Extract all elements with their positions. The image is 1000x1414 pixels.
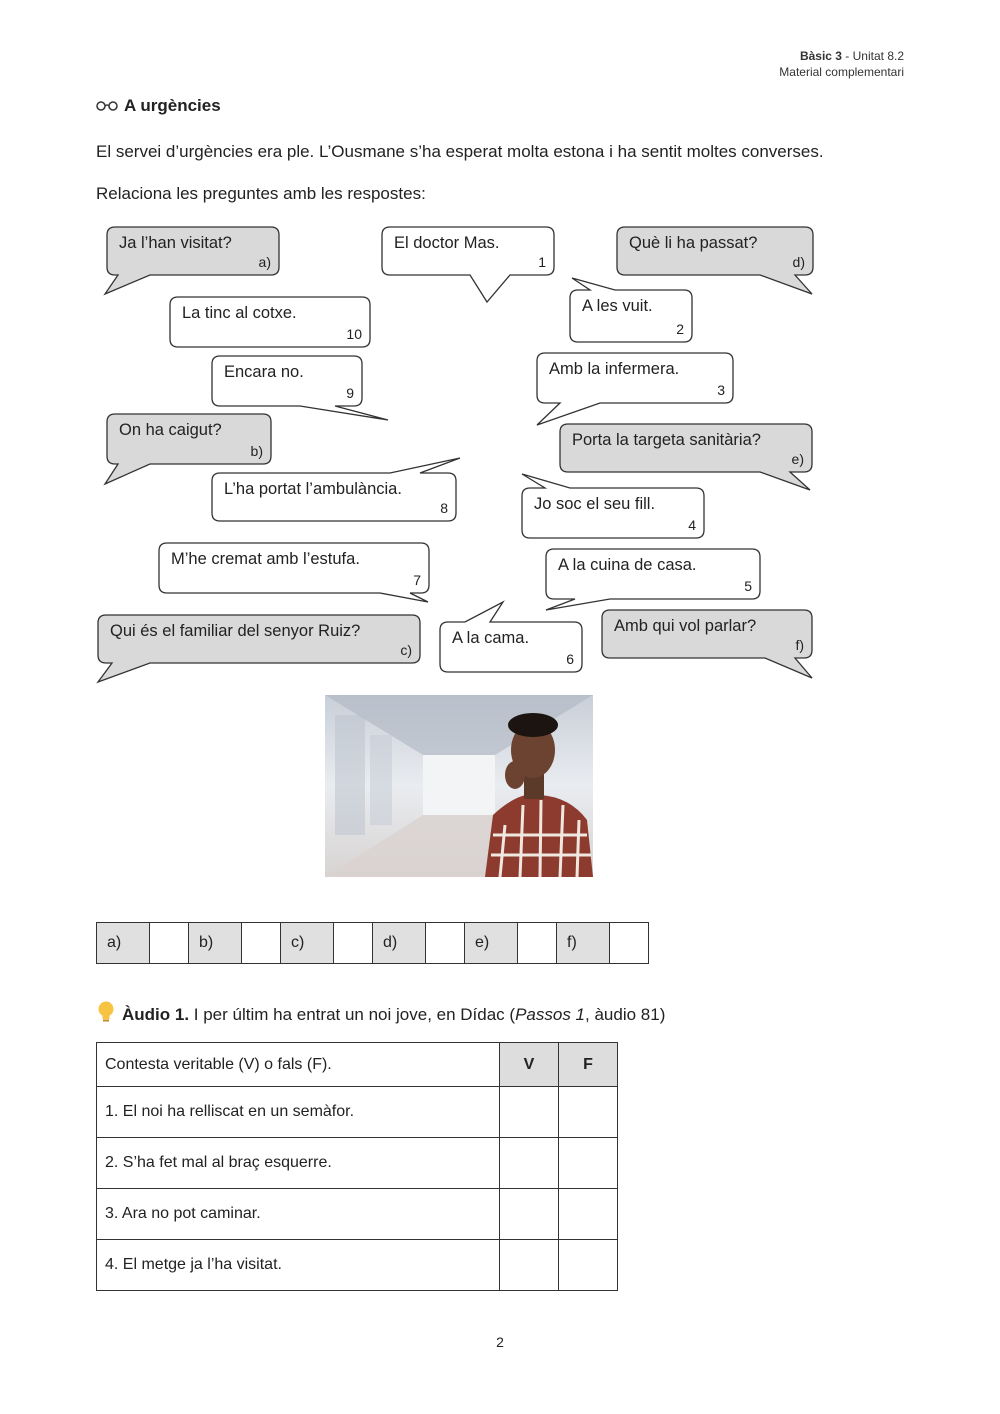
page-number: 2 — [496, 1334, 504, 1350]
vf-cell-f-3[interactable] — [559, 1189, 618, 1240]
bubble-text: Amb qui vol parlar? — [614, 617, 757, 635]
vf-statement-1: 1. El noi ha relliscat en un semàfor. — [97, 1087, 500, 1138]
answer-label-b: b) — [189, 923, 242, 964]
bubble-text: Amb la infermera. — [549, 360, 680, 378]
bubble-text: Encara no. — [224, 363, 304, 381]
answer-bubble — [382, 227, 554, 302]
answer-grid — [96, 922, 649, 964]
bubble-mark: 1 — [538, 254, 546, 270]
table-row — [97, 1087, 618, 1138]
audio-text-before: I per últim ha entrat un noi jove, en Dídac ( — [189, 1004, 516, 1024]
vf-cell-v-3[interactable] — [500, 1189, 559, 1240]
bubble-text: Porta la targeta sanitària? — [572, 431, 761, 449]
answer-label-a: a) — [97, 923, 150, 964]
lightbulb-icon — [96, 1000, 116, 1029]
question-bubble — [560, 424, 812, 490]
question-bubble — [105, 227, 279, 294]
vf-prompt: Contesta veritable (V) o fals (F). — [97, 1043, 500, 1087]
answer-bubble — [537, 353, 733, 425]
vf-cell-v-1[interactable] — [500, 1087, 559, 1138]
true-false-table — [96, 1042, 618, 1291]
speech-bubbles — [0, 0, 1000, 700]
answer-bubble — [546, 549, 760, 610]
bubble-mark: 7 — [413, 572, 421, 588]
audio-text-after: , àudio 81) — [585, 1004, 666, 1024]
answer-label-e: e) — [465, 923, 518, 964]
bubble-text: On ha caigut? — [119, 421, 222, 439]
answer-slot-c[interactable] — [334, 923, 373, 964]
bubble-mark: c) — [400, 642, 412, 658]
bubble-text: A les vuit. — [582, 297, 653, 315]
bubble-mark: 3 — [717, 382, 725, 398]
audio-title: Àudio 1. — [122, 1004, 190, 1024]
answer-slot-a[interactable] — [150, 923, 189, 964]
photo-young-man-hospital — [325, 695, 593, 877]
question-bubble — [602, 610, 812, 678]
bubble-mark: 6 — [566, 651, 574, 667]
bubble-mark: 2 — [676, 321, 684, 337]
bubble-text: A la cama. — [452, 629, 530, 647]
answer-slot-f[interactable] — [610, 923, 649, 964]
answer-slot-e[interactable] — [518, 923, 557, 964]
answer-slot-d[interactable] — [426, 923, 465, 964]
bubble-mark: 10 — [346, 326, 362, 342]
bubble-text: La tinc al cotxe. — [182, 304, 297, 322]
intro-text: El servei d’urgències era ple. L’Ousmane s’ha esperat molta estona i ha sentit moltes converses. — [96, 142, 824, 161]
bubble-mark: f) — [795, 637, 804, 653]
bubble-mark: b) — [250, 443, 263, 459]
question-bubble — [98, 615, 420, 682]
bubble-text: Què li ha passat? — [629, 234, 758, 252]
bubble-text: L’ha portat l’ambulància. — [224, 480, 402, 498]
instruction-text: Relaciona les preguntes amb les respostes: — [96, 184, 426, 203]
bubble-text: Ja l’han visitat? — [119, 234, 232, 252]
answer-slot-b[interactable] — [242, 923, 281, 964]
vf-cell-v-4[interactable] — [500, 1240, 559, 1291]
table-row — [97, 1240, 618, 1291]
answer-bubble — [212, 458, 460, 521]
vf-col-f: F — [559, 1043, 618, 1087]
answer-bubble — [170, 297, 370, 347]
bubble-mark: 9 — [346, 385, 354, 401]
answer-bubble — [522, 474, 704, 538]
bubble-mark: 4 — [688, 517, 696, 533]
vf-cell-f-2[interactable] — [559, 1138, 618, 1189]
bubble-mark: d) — [792, 254, 805, 270]
section-title-text: A urgències — [124, 96, 221, 115]
answer-bubble — [159, 543, 429, 602]
vf-statement-3: 3. Ara no pot caminar. — [97, 1189, 500, 1240]
unit-name: - Unitat 8.2 — [841, 49, 904, 63]
answer-bubble — [440, 602, 582, 672]
answer-bubble — [212, 356, 388, 420]
bubble-text: Qui és el familiar del senyor Ruiz? — [110, 622, 361, 640]
vf-cell-f-1[interactable] — [559, 1087, 618, 1138]
bubble-mark: e) — [791, 451, 804, 467]
vf-cell-f-4[interactable] — [559, 1240, 618, 1291]
material-label: Material complementari — [779, 65, 904, 79]
vf-statement-4: 4. El metge ja l’ha visitat. — [97, 1240, 500, 1291]
audio-book-title: Passos 1 — [515, 1004, 586, 1024]
answer-bubble — [570, 278, 692, 342]
vf-statement-2: 2. S’ha fet mal al braç esquerre. — [97, 1138, 500, 1189]
vf-cell-v-2[interactable] — [500, 1138, 559, 1189]
bubble-text: El doctor Mas. — [394, 234, 500, 252]
bubble-mark: 8 — [440, 500, 448, 516]
bubble-mark: 5 — [744, 578, 752, 594]
table-row — [97, 1189, 618, 1240]
bubble-mark: a) — [258, 254, 271, 270]
table-row — [97, 1138, 618, 1189]
bubble-text: M’he cremat amb l’estufa. — [171, 550, 360, 568]
audio-heading — [96, 1000, 665, 1029]
answer-label-c: c) — [281, 923, 334, 964]
bubble-text: A la cuina de casa. — [558, 556, 697, 574]
question-bubble — [617, 227, 813, 294]
answer-label-f: f) — [557, 923, 610, 964]
course-name: Bàsic 3 — [799, 49, 842, 63]
bubble-text: Jo soc el seu fill. — [534, 495, 656, 513]
answer-label-d: d) — [373, 923, 426, 964]
vf-col-v: V — [500, 1043, 559, 1087]
